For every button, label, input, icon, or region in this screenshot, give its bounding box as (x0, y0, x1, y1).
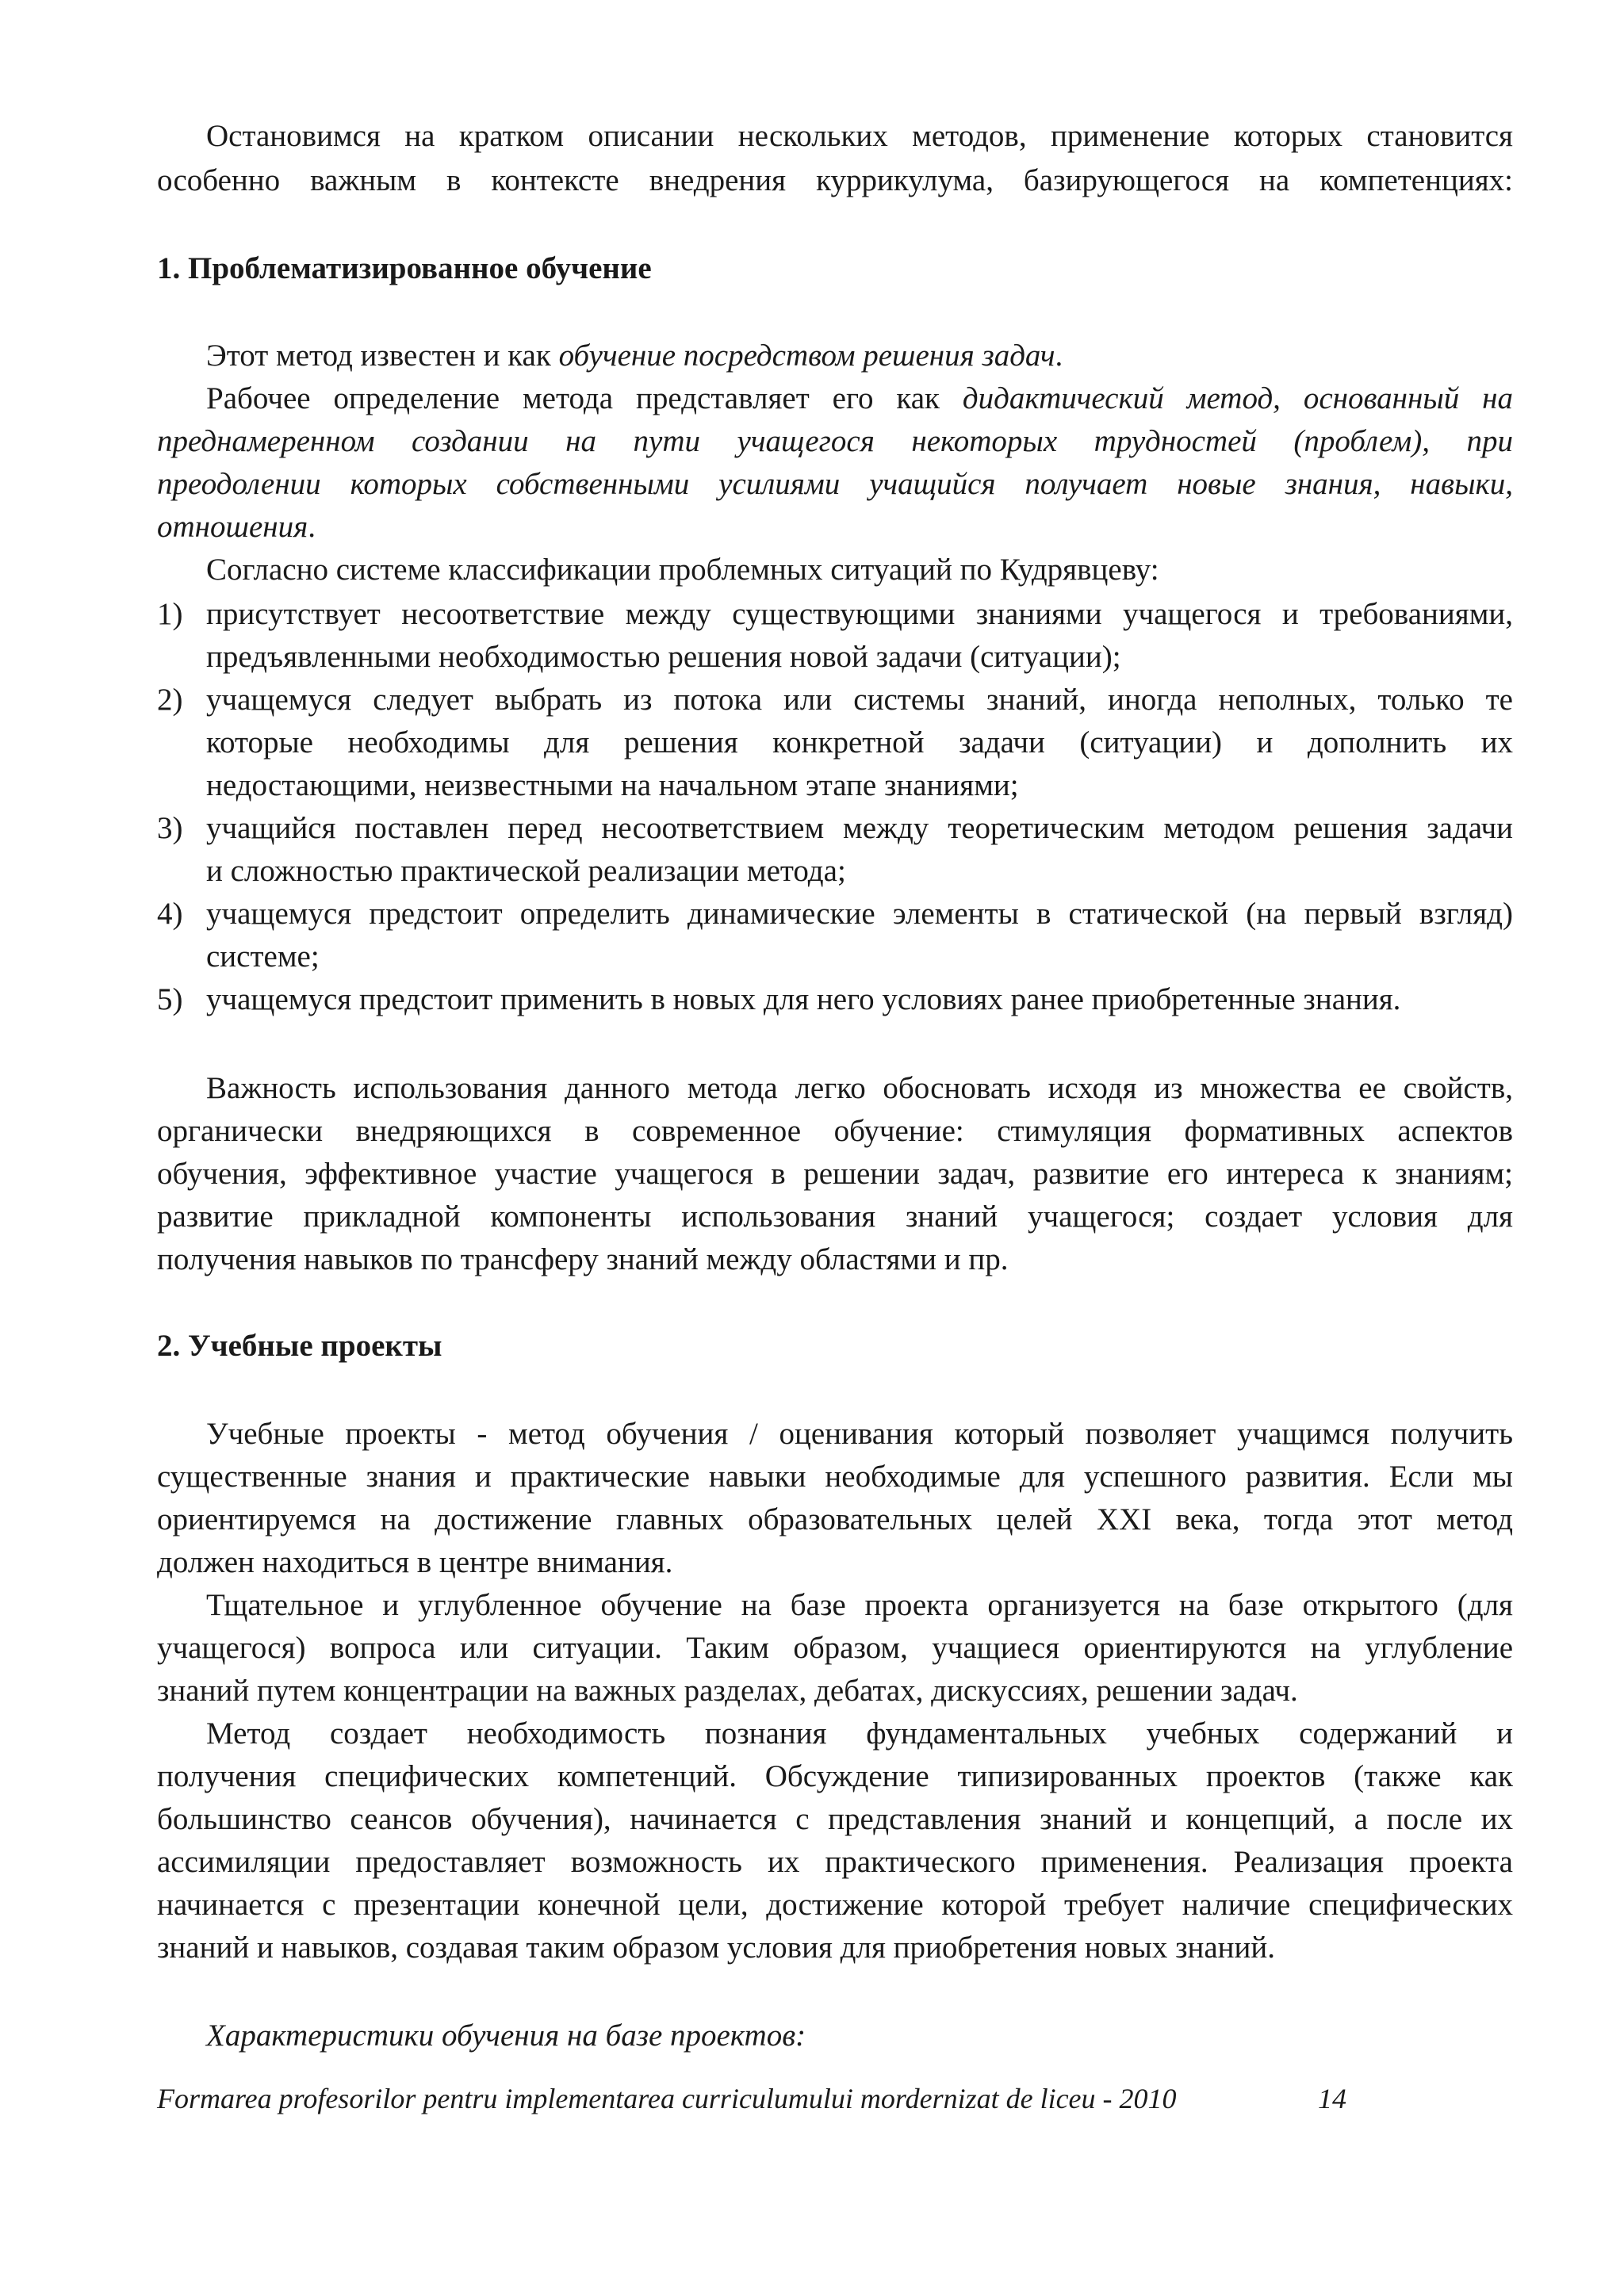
paragraph-line: органически внедряющихся в современное обучение: стимуляция формативных аспектов (157, 1114, 1513, 1148)
paragraph-line: получения специфических компетенций. Обсуждение типизированных проектов (также как (157, 1759, 1513, 1793)
list-item-line: и сложностью практической реализации метода; (206, 854, 846, 888)
list-item-line: присутствует несоответствие между существующими знаниями учащегося и требованиями, (206, 597, 1513, 631)
list-number: 4) (157, 897, 183, 931)
paragraph-line: знаний и навыков, создавая таким образом условия для приобретения новых знаний. (157, 1931, 1276, 1965)
list-item-line: учащийся поставлен перед несоответствием между теоретическим методом решения задачи (206, 811, 1513, 845)
list-item-line: системе; (206, 939, 320, 974)
paragraph-line: существенные знания и практические навыки необходимые для успешного развития. Если мы (157, 1460, 1513, 1494)
list-item-line: учащемуся следует выбрать из потока или системы знаний, иногда неполных, только те (206, 683, 1513, 717)
paragraph-line: развитие прикладной компоненты использования знаний учащегося; создает условия для (157, 1200, 1513, 1234)
paragraph-line: учащегося) вопроса или ситуации. Таким образом, учащиеся ориентируются на углубление (157, 1631, 1513, 1665)
characteristics-line: Характеристики обучения на базе проектов: (206, 2019, 806, 2053)
paragraph-line: Важность использования данного метода легко обосновать исходя из множества ее свойств, (206, 1071, 1513, 1105)
paragraph-line: получения навыков по трансферу знаний между областями и пр. (157, 1242, 1009, 1276)
footer-text: Formarea profesorilor pentru implementarea curriculumului mordernizat de liceu - 2010 (157, 2083, 1177, 2114)
paragraph-line: начинается с презентации конечной цели, достижение которой требует наличие специфических (157, 1888, 1513, 1922)
intro-line: особенно важным в контексте внедрения куррикулума, базирующегося на компетенциях: (157, 163, 1513, 197)
paragraph-line: Тщательное и углубленное обучение на базе проекта организуется на базе открытого (для (206, 1588, 1513, 1622)
paragraph-line: ассимиляции предоставляет возможность их практического применения. Реализация проекта (157, 1845, 1513, 1879)
paragraph-line (206, 337, 1513, 375)
text-run: Рабочее определение метода представляет его как (206, 381, 963, 415)
text-run: . (308, 510, 316, 544)
section-heading: 1. Проблематизированное обучение (157, 251, 652, 285)
italic-line: преднамеренном создании на пути учащегося некоторых трудностей (проблем), при (157, 424, 1513, 458)
list-item-line: которые необходимы для решения конкретной задачи (ситуации) и дополнить их (206, 725, 1513, 760)
paragraph-line: обучения, эффективное участие учащегося в решении задач, развитие его интереса к знаниям; (157, 1157, 1513, 1191)
paragraph-line: Согласно системе классификации проблемных ситуаций по Кудрявцеву: (206, 553, 1159, 587)
section-heading: 2. Учебные проекты (157, 1329, 442, 1363)
text-run: Этот метод известен и как (206, 339, 559, 373)
list-item-line: учащемуся предстоит применить в новых для него условиях ранее приобретенные знания. (206, 982, 1401, 1016)
italic-line: преодолении которых собственными усилиями учащийся получает новые знания, навыки, (157, 467, 1513, 501)
list-number: 2) (157, 683, 183, 717)
list-item-line: учащемуся предстоит определить динамические элементы в статической (на первый взгляд) (206, 897, 1513, 931)
paragraph-line: Метод создает необходимость познания фундаментальных учебных содержаний и (206, 1716, 1513, 1751)
paragraph-line: ориентируемся на достижение главных образовательных целей XXI века, тогда этот метод (157, 1502, 1513, 1536)
paragraph-line: должен находиться в центре внимания. (157, 1545, 673, 1579)
list-number: 3) (157, 811, 183, 845)
paragraph-line: Учебные проекты - метод обучения / оценивания который позволяет учащимся получить (206, 1417, 1513, 1451)
paragraph-line (206, 380, 1513, 418)
paragraph-line: знаний путем концентрации на важных разделах, дебатах, дискуссиях, решении задач. (157, 1674, 1298, 1708)
list-item-line: предъявленными необходимостью решения новой задачи (ситуации); (206, 640, 1121, 674)
list-number: 5) (157, 982, 183, 1016)
intro-line: Остановимся на кратком описании нескольких методов, применение которых становится (206, 119, 1513, 153)
italic-text: отношения (157, 510, 308, 544)
list-number: 1) (157, 597, 183, 631)
paragraph-line: большинство сеансов обучения), начинается с представления знаний и концепций, а после их (157, 1802, 1513, 1836)
italic-text: обучение посредством решения задач (558, 339, 1055, 373)
list-item-line: недостающими, неизвестными на начальном этапе знаниями; (206, 768, 1019, 802)
page-number: 14 (1318, 2083, 1346, 2114)
paragraph-line (157, 508, 1513, 546)
text-run: . (1055, 339, 1063, 373)
italic-text: дидактический метод, основанный на (962, 381, 1513, 415)
